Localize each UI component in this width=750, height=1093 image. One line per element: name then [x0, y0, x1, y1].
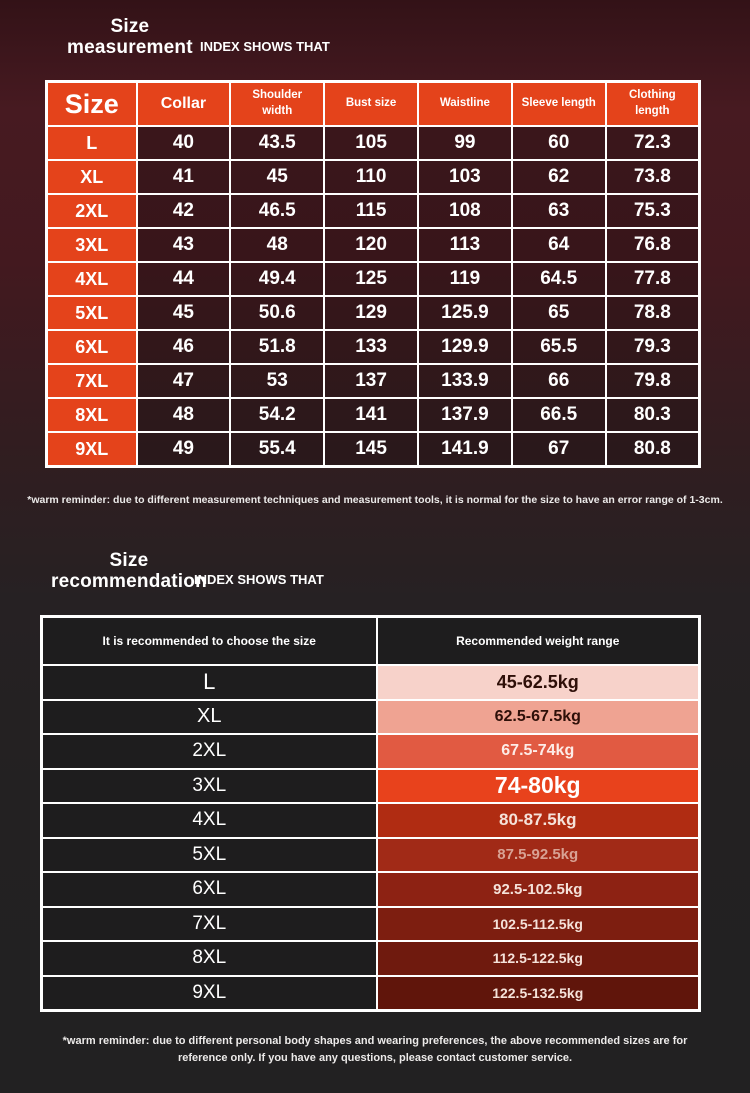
- measurement-value-cell: 113: [418, 228, 512, 262]
- column-header-size: Size: [47, 82, 137, 127]
- recommended-size-cell: 6XL: [42, 872, 377, 907]
- measurement-value-cell: 48: [230, 228, 324, 262]
- recommendation-title-line1: Size: [109, 550, 149, 571]
- measurement-value-cell: 43.5: [230, 126, 324, 160]
- measurement-row: [47, 160, 700, 194]
- measurement-value-cell: 119: [418, 262, 512, 296]
- column-header-shoulder-width: Shoulder width: [230, 82, 324, 127]
- recommendation-row: [42, 769, 700, 804]
- size-label-cell: 8XL: [47, 398, 137, 432]
- recommended-size-cell: 2XL: [42, 734, 377, 769]
- measurement-value-cell: 120: [324, 228, 418, 262]
- measurement-value-cell: 133: [324, 330, 418, 364]
- size-label-cell: 2XL: [47, 194, 137, 228]
- measurement-value-cell: 80.8: [606, 432, 700, 467]
- size-label-cell: 9XL: [47, 432, 137, 467]
- measurement-row: [47, 330, 700, 364]
- weight-range-cell: 112.5-122.5kg: [377, 941, 700, 976]
- recommendation-row: [42, 872, 700, 907]
- measurement-value-cell: 105: [324, 126, 418, 160]
- measurement-value-cell: 42: [137, 194, 231, 228]
- weight-range-cell: 87.5-92.5kg: [377, 838, 700, 873]
- measurement-value-cell: 103: [418, 160, 512, 194]
- measurement-value-cell: 40: [137, 126, 231, 160]
- recommendation-row: [42, 838, 700, 873]
- weight-range-cell: 74-80kg: [377, 769, 700, 804]
- weight-range-cell: 67.5-74kg: [377, 734, 700, 769]
- weight-range-cell: 45-62.5kg: [377, 665, 700, 700]
- measurement-value-cell: 43: [137, 228, 231, 262]
- recommended-size-cell: 4XL: [42, 803, 377, 838]
- measurement-value-cell: 66: [512, 364, 606, 398]
- measurement-table: [45, 80, 701, 468]
- measurement-value-cell: 60: [512, 126, 606, 160]
- weight-range-cell: 92.5-102.5kg: [377, 872, 700, 907]
- measurement-row: [47, 364, 700, 398]
- size-label-cell: 4XL: [47, 262, 137, 296]
- recommendation-table-header: [42, 617, 700, 666]
- recommended-size-cell: 8XL: [42, 941, 377, 976]
- column-header-clothing-length: Clothing length: [606, 82, 700, 127]
- measurement-value-cell: 65.5: [512, 330, 606, 364]
- measurement-value-cell: 51.8: [230, 330, 324, 364]
- measurement-row: [47, 296, 700, 330]
- measurement-value-cell: 64.5: [512, 262, 606, 296]
- measurement-value-cell: 137.9: [418, 398, 512, 432]
- weight-range-cell: 62.5-67.5kg: [377, 700, 700, 735]
- measurement-value-cell: 67: [512, 432, 606, 467]
- measurement-value-cell: 129: [324, 296, 418, 330]
- recommended-size-cell: 9XL: [42, 976, 377, 1011]
- column-header-recommended-size: It is recommended to choose the size: [42, 617, 377, 666]
- recommendation-section-header: [51, 550, 207, 592]
- measurement-section-header: [67, 16, 193, 58]
- measurement-header-row: [47, 82, 700, 127]
- measurement-value-cell: 77.8: [606, 262, 700, 296]
- measurement-row: [47, 398, 700, 432]
- measurement-value-cell: 64: [512, 228, 606, 262]
- column-header-bust-size: Bust size: [324, 82, 418, 127]
- measurement-value-cell: 115: [324, 194, 418, 228]
- measurement-value-cell: 49.4: [230, 262, 324, 296]
- recommendation-row: [42, 700, 700, 735]
- measurement-value-cell: 62: [512, 160, 606, 194]
- measurement-value-cell: 54.2: [230, 398, 324, 432]
- measurement-row: [47, 262, 700, 296]
- size-label-cell: XL: [47, 160, 137, 194]
- measurement-value-cell: 63: [512, 194, 606, 228]
- measurement-value-cell: 110: [324, 160, 418, 194]
- measurement-value-cell: 75.3: [606, 194, 700, 228]
- measurement-value-cell: 108: [418, 194, 512, 228]
- recommendation-table: [40, 615, 701, 1012]
- measurement-value-cell: 141.9: [418, 432, 512, 467]
- measurement-table-body: [47, 126, 700, 467]
- measurement-value-cell: 133.9: [418, 364, 512, 398]
- recommended-size-cell: 3XL: [42, 769, 377, 804]
- weight-range-cell: 122.5-132.5kg: [377, 976, 700, 1011]
- measurement-value-cell: 99: [418, 126, 512, 160]
- measurement-value-cell: 73.8: [606, 160, 700, 194]
- recommendation-title: [51, 550, 207, 592]
- recommended-size-cell: 5XL: [42, 838, 377, 873]
- measurement-title-line2: measurement: [67, 37, 193, 58]
- recommendation-row: [42, 976, 700, 1011]
- size-label-cell: 5XL: [47, 296, 137, 330]
- measurement-value-cell: 72.3: [606, 126, 700, 160]
- recommendation-note: *warm reminder: due to different personal body shapes and wearing preferences, the above recommended sizes are for reference only. If you have any questions, please contact customer service.: [62, 1035, 688, 1065]
- measurement-value-cell: 76.8: [606, 228, 700, 262]
- size-label-cell: L: [47, 126, 137, 160]
- weight-range-cell: 102.5-112.5kg: [377, 907, 700, 942]
- measurement-value-cell: 45: [137, 296, 231, 330]
- recommendation-row: [42, 734, 700, 769]
- recommendation-row: [42, 803, 700, 838]
- measurement-value-cell: 125: [324, 262, 418, 296]
- measurement-row: [47, 126, 700, 160]
- column-header-sleeve-length: Sleeve length: [512, 82, 606, 127]
- column-header-weight-range: Recommended weight range: [377, 617, 700, 666]
- measurement-value-cell: 44: [137, 262, 231, 296]
- recommendation-row: [42, 665, 700, 700]
- column-header-waistline: Waistline: [418, 82, 512, 127]
- measurement-value-cell: 137: [324, 364, 418, 398]
- weight-range-cell: 80-87.5kg: [377, 803, 700, 838]
- measurement-value-cell: 55.4: [230, 432, 324, 467]
- recommendation-title-line2: recommendation: [51, 571, 207, 592]
- measurement-value-cell: 41: [137, 160, 231, 194]
- measurement-value-cell: 125.9: [418, 296, 512, 330]
- measurement-value-cell: 45: [230, 160, 324, 194]
- recommendation-tagline: INDEX SHOWS THAT: [194, 572, 324, 587]
- size-label-cell: 6XL: [47, 330, 137, 364]
- measurement-table-header: [47, 82, 700, 127]
- measurement-value-cell: 66.5: [512, 398, 606, 432]
- recommended-size-cell: L: [42, 665, 377, 700]
- measurement-title: [67, 16, 193, 58]
- measurement-note: *warm reminder: due to different measurement techniques and measurement tools, it is normal for the size to have an error range of 1-3cm.: [27, 493, 723, 506]
- recommended-size-cell: XL: [42, 700, 377, 735]
- measurement-value-cell: 78.8: [606, 296, 700, 330]
- measurement-value-cell: 53: [230, 364, 324, 398]
- recommendation-row: [42, 941, 700, 976]
- recommendation-header-row: [42, 617, 700, 666]
- size-label-cell: 3XL: [47, 228, 137, 262]
- measurement-value-cell: 141: [324, 398, 418, 432]
- size-label-cell: 7XL: [47, 364, 137, 398]
- measurement-row: [47, 432, 700, 467]
- measurement-title-line1: Size: [110, 16, 150, 37]
- measurement-value-cell: 129.9: [418, 330, 512, 364]
- measurement-value-cell: 79.3: [606, 330, 700, 364]
- measurement-row: [47, 228, 700, 262]
- recommended-size-cell: 7XL: [42, 907, 377, 942]
- column-header-collar: Collar: [137, 82, 231, 127]
- measurement-row: [47, 194, 700, 228]
- measurement-value-cell: 80.3: [606, 398, 700, 432]
- measurement-value-cell: 49: [137, 432, 231, 467]
- measurement-value-cell: 79.8: [606, 364, 700, 398]
- measurement-tagline: INDEX SHOWS THAT: [200, 39, 330, 54]
- recommendation-table-body: [42, 665, 700, 1011]
- recommendation-row: [42, 907, 700, 942]
- measurement-value-cell: 46.5: [230, 194, 324, 228]
- measurement-value-cell: 65: [512, 296, 606, 330]
- measurement-value-cell: 50.6: [230, 296, 324, 330]
- measurement-value-cell: 48: [137, 398, 231, 432]
- measurement-value-cell: 145: [324, 432, 418, 467]
- measurement-value-cell: 47: [137, 364, 231, 398]
- measurement-value-cell: 46: [137, 330, 231, 364]
